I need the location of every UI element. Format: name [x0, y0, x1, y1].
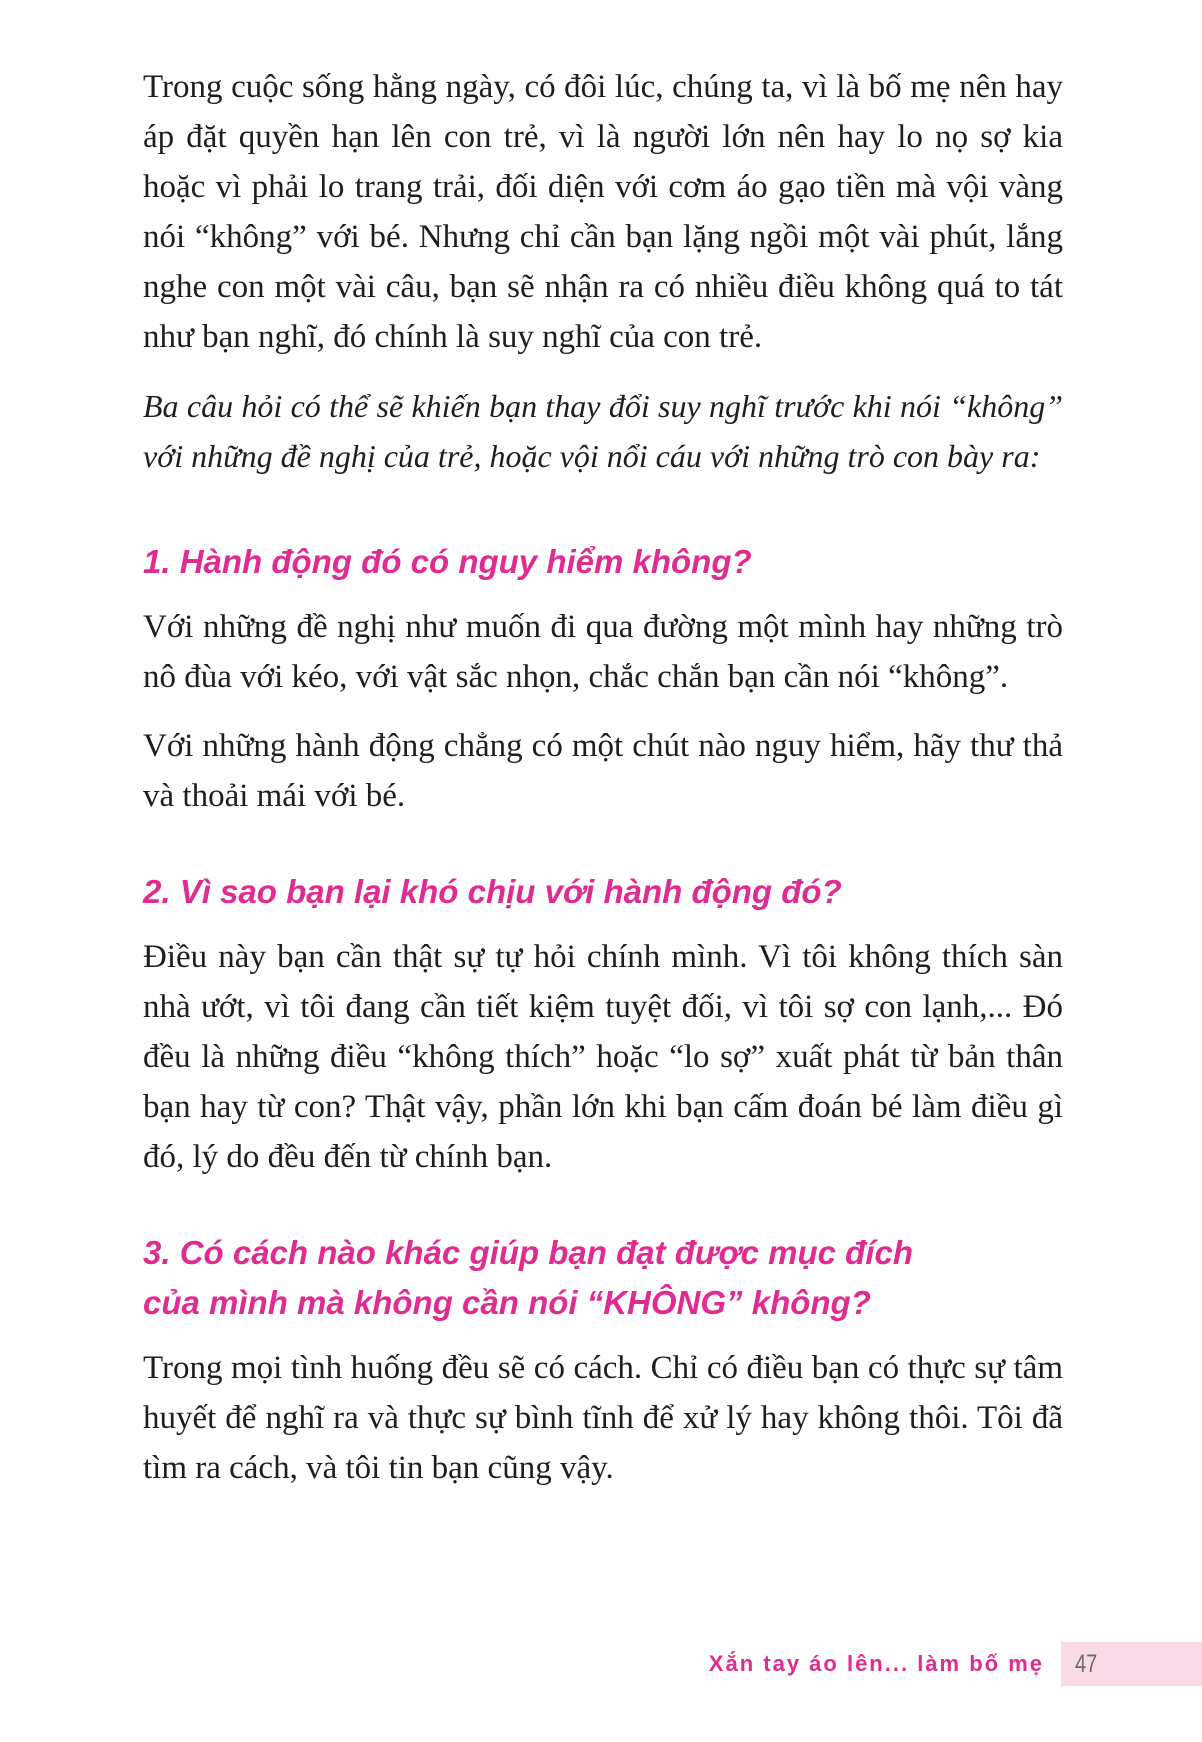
section-3-paragraph-1: Trong mọi tình huống đều sẽ có cách. Chỉ có điều bạn có thực sự tâm huyết để nghĩ ra và thực sự bình tĩnh để xử lý hay không thôi. Tôi đã tìm ra cách, và tôi tin bạn cũng vậy. [143, 1350, 1063, 1486]
page-number: 47 [1075, 1650, 1098, 1678]
page-number-tab [1061, 1642, 1202, 1686]
section-3-heading-line-1: 3. Có cách nào khác giúp bạn đạt được mục đích [143, 1234, 914, 1271]
section-3-heading [143, 1228, 1063, 1328]
intro-paragraph: Trong cuộc sống hằng ngày, có đôi lúc, chúng ta, vì là bố mẹ nên hay áp đặt quyền hạn lên con trẻ, vì là người lớn nên hay lo nọ sợ kia hoặc vì phải lo trang trải, đối diện với cơm áo gạo tiền mà vội vàng nói “không” với bé. Nhưng chỉ cần bạn lặng ngồi một vài phút, lắng nghe con một vài câu, bạn sẽ nhận ra có nhiều điều không quá to tát như bạn nghĩ, đó chính là suy nghĩ của con trẻ. [143, 69, 1063, 355]
section-1-paragraph-1: Với những đề nghị như muốn đi qua đường một mình hay những trò nô đùa với kéo, với vật sắc nhọn, chắc chắn bạn cần nói “không”. [143, 609, 1063, 695]
section-1-paragraph-2: Với những hành động chẳng có một chút nào nguy hiểm, hãy thư thả và thoải mái với bé. [143, 728, 1063, 814]
section-1-heading: 1. Hành động đó có nguy hiểm không? [143, 543, 752, 580]
section-2-paragraph-1: Điều này bạn cần thật sự tự hỏi chính mình. Vì tôi không thích sàn nhà ướt, vì tôi đang cần tiết kiệm tuyệt đối, vì tôi sợ con lạnh,... Đó đều là những điều “không thích” hoặc “lo sợ” xuất phát từ bản thân bạn hay từ con? Thật vậy, phần lớn khi bạn cấm đoán bé làm điều gì đó, lý do đều đến từ chính bạn. [143, 939, 1063, 1175]
running-footer-title: Xắn tay áo lên... làm bố mẹ [708, 1651, 1044, 1676]
page-content [143, 62, 1063, 1512]
intro-italic-paragraph: Ba câu hỏi có thể sẽ khiến bạn thay đổi suy nghĩ trước khi nói “không” với những đề nghị của trẻ, hoặc vội nổi cáu với những trò con bày ra: [143, 388, 1063, 474]
section-2-heading: 2. Vì sao bạn lại khó chịu với hành động đó? [143, 873, 842, 910]
section-3-heading-line-2: của mình mà không cần nói “KHÔNG” không? [143, 1284, 871, 1321]
